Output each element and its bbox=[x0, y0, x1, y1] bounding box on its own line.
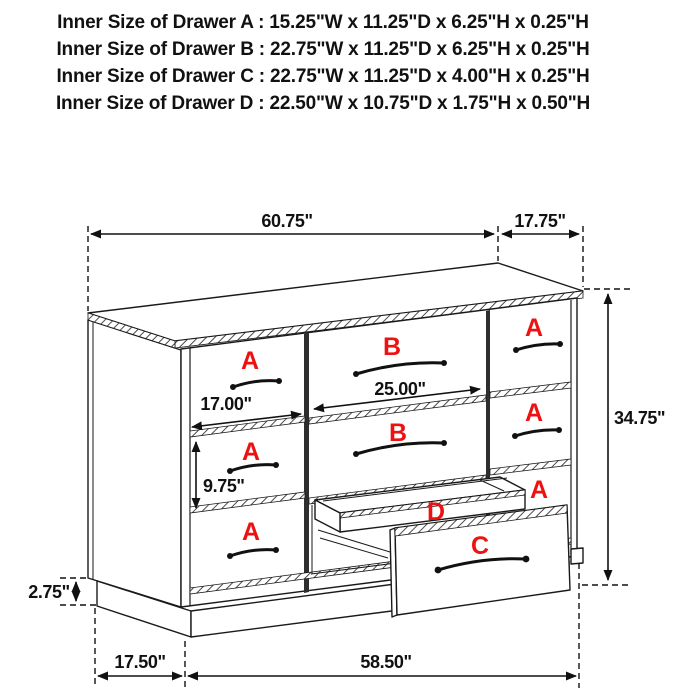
drawer-label-a2: A bbox=[241, 438, 261, 466]
drawer-label-c: C bbox=[470, 532, 490, 560]
drawer-label-b1: B bbox=[382, 333, 402, 361]
top-width-value: 60.75" bbox=[261, 211, 313, 231]
overall-height-value: 34.75" bbox=[614, 408, 666, 428]
drawer-label-b2: B bbox=[388, 419, 408, 447]
drawer-label-a6: A bbox=[529, 476, 549, 504]
spec-line-drawer-c: Inner Size of Drawer C : 22.75"W x 11.25"D x 4.00"H x 0.25"H bbox=[56, 66, 590, 87]
base-width-value: 58.50" bbox=[360, 652, 412, 672]
base-depth-value: 17.50" bbox=[114, 652, 166, 672]
spec-line-drawer-d: Inner Size of Drawer D : 22.50"W x 10.75"D x 1.75"H x 0.50"H bbox=[55, 93, 591, 114]
spec-line-drawer-a: Inner Size of Drawer A : 15.25"W x 11.25"D x 6.25"H x 0.25"H bbox=[57, 12, 589, 33]
drawer-label-a3: A bbox=[241, 518, 261, 546]
top-depth-value: 17.75" bbox=[514, 211, 566, 231]
left-side-panel bbox=[88, 320, 181, 607]
drawer-label-a1: A bbox=[240, 347, 260, 375]
base-height-value: 2.75" bbox=[28, 582, 70, 602]
drawer-label-a4: A bbox=[524, 314, 544, 342]
spec-line-drawer-b: Inner Size of Drawer B : 22.75"W x 11.25"D x 6.25"H x 0.25"H bbox=[56, 39, 590, 60]
drawer-label-d: D bbox=[426, 498, 446, 526]
drawer-a-width-value: 17.00" bbox=[200, 394, 252, 414]
drawer-b-width-value: 25.00" bbox=[374, 379, 426, 399]
drawer-label-a5: A bbox=[524, 399, 544, 427]
column-divider-left bbox=[304, 333, 309, 593]
right-foot bbox=[571, 548, 583, 564]
drawer-a-height-value: 9.75" bbox=[203, 476, 245, 496]
